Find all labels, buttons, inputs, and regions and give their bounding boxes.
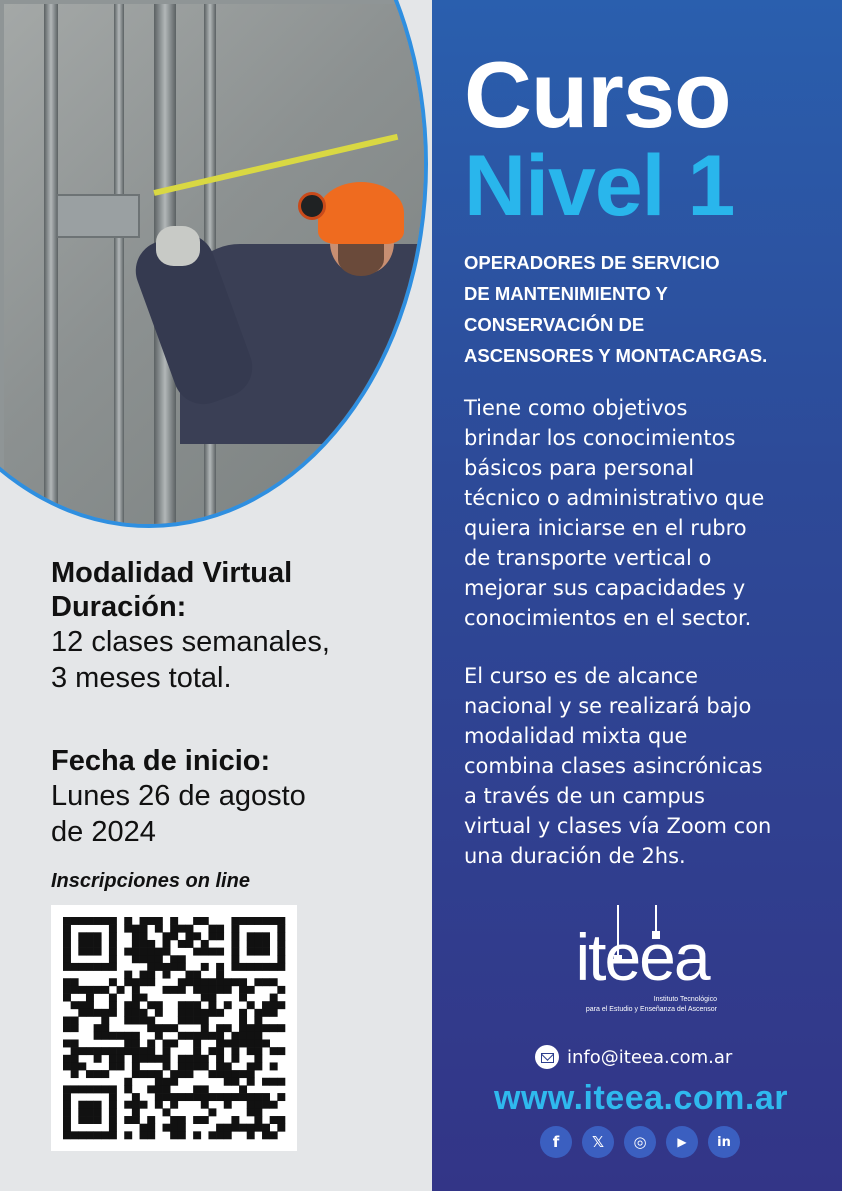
course-details bbox=[51, 556, 330, 696]
title-curso: Curso bbox=[464, 42, 731, 147]
website-link[interactable]: www.iteea.com.ar bbox=[494, 1079, 788, 1117]
subtitle-line: CONSERVACIÓN DE bbox=[464, 314, 645, 335]
start-label: Fecha de inicio: bbox=[51, 745, 271, 777]
logo-wordmark: iteea bbox=[575, 920, 709, 994]
linkedin-icon[interactable]: in bbox=[708, 1126, 740, 1158]
start-line-2: de 2024 bbox=[51, 816, 156, 848]
duration-label: Duración: bbox=[51, 591, 187, 623]
duration-line-2: 3 meses total. bbox=[51, 662, 232, 694]
social-icons bbox=[540, 1126, 740, 1158]
scope-line: una duración de 2hs. bbox=[464, 844, 686, 868]
x-icon[interactable]: 𝕏 bbox=[582, 1126, 614, 1158]
email-contact[interactable] bbox=[535, 1042, 732, 1072]
subtitle-line: DE MANTENIMIENTO Y bbox=[464, 283, 668, 304]
objective-line: conocimientos en el sector. bbox=[464, 606, 752, 630]
objective-line: básicos para personal bbox=[464, 456, 695, 480]
instagram-icon[interactable]: ◎ bbox=[624, 1126, 656, 1158]
objective-line: Tiene como objetivos bbox=[464, 396, 688, 420]
objective-paragraph bbox=[464, 393, 836, 633]
start-line-1: Lunes 26 de agosto bbox=[51, 780, 306, 812]
email-address[interactable]: info@iteea.com.ar bbox=[567, 1046, 733, 1068]
objective-line: quiera iniciarse en el rubro bbox=[464, 516, 747, 540]
logo-tagline-2: para el Estudio y Enseñanza del Ascensor bbox=[585, 1006, 717, 1013]
scope-line: a través de un campus bbox=[464, 784, 705, 808]
scope-line: modalidad mixta que bbox=[464, 724, 688, 748]
iteea-logo bbox=[552, 905, 732, 1030]
scope-line: nacional y se realizará bajo bbox=[464, 694, 752, 718]
scope-line: combina clases asincrónicas bbox=[464, 754, 763, 778]
scope-line: El curso es de alcance bbox=[464, 664, 699, 688]
mail-icon bbox=[535, 1045, 559, 1069]
course-subtitle bbox=[464, 247, 834, 371]
duration-line-1: 12 clases semanales, bbox=[51, 626, 330, 658]
objective-line: mejorar sus capacidades y bbox=[464, 576, 746, 600]
registration-qr-code[interactable] bbox=[51, 905, 297, 1151]
technician-photo bbox=[0, 0, 428, 528]
subtitle-line: OPERADORES DE SERVICIO bbox=[464, 252, 720, 273]
objective-line: brindar los conocimientos bbox=[464, 426, 736, 450]
modality-text: Modalidad Virtual bbox=[51, 557, 293, 589]
objective-line: de transporte vertical o bbox=[464, 546, 712, 570]
scope-paragraph bbox=[464, 661, 836, 871]
subtitle-line: ASCENSORES Y MONTACARGAS. bbox=[464, 345, 768, 366]
youtube-icon[interactable]: ▶ bbox=[666, 1126, 698, 1158]
facebook-icon[interactable]: f bbox=[540, 1126, 572, 1158]
title-nivel: Nivel 1 bbox=[464, 138, 735, 234]
right-panel bbox=[432, 0, 842, 1191]
objective-line: técnico o administrativo que bbox=[464, 486, 765, 510]
start-date bbox=[51, 744, 306, 850]
scope-line: virtual y clases vía Zoom con bbox=[464, 814, 772, 838]
registration-label: Inscripciones on line bbox=[51, 870, 250, 892]
logo-tagline-1: Instituto Tecnológico bbox=[653, 996, 717, 1003]
